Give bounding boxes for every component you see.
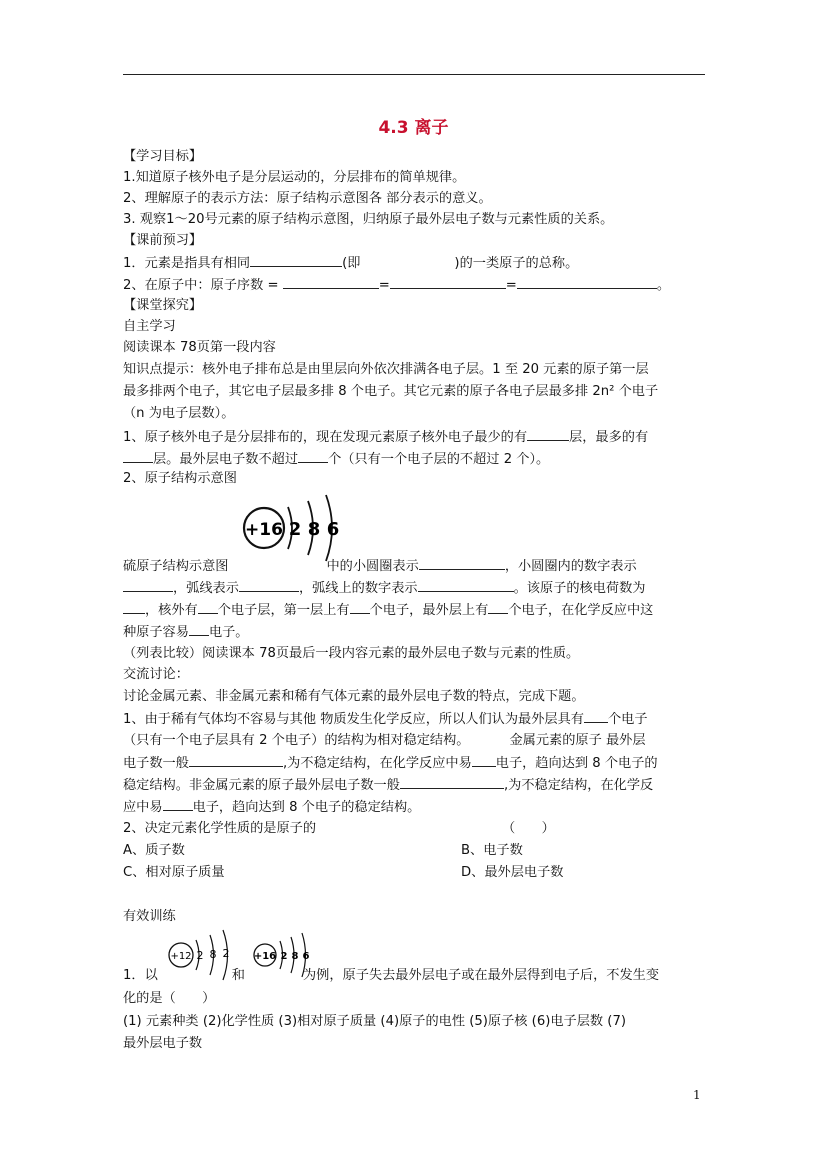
goal-item: 1.知道原子核外电子是分层运动的，分层排布的简单规律。 — [123, 170, 466, 185]
blank — [298, 448, 328, 463]
choice-question: 2、决定元素化学性质的是原子的 （ ） — [123, 821, 555, 836]
sulfur-question-line: 硫原子结构示意图 中的小圆圈表示 ，小圆圈内的数字表示 — [123, 555, 637, 577]
question-line: 2、原子结构示意图 — [123, 471, 237, 486]
blank — [517, 274, 657, 289]
blank — [400, 774, 504, 789]
blank — [163, 796, 193, 811]
tip-line: 最多排两个电子，其它电子层最多排 8 个电子。其它元素的原子各电子层最多排 2n² 个电子 — [123, 384, 659, 399]
shell-electrons: 2 — [196, 949, 204, 962]
preview-q2: 2、在原子中：原子序数 = = = 。 — [123, 274, 670, 296]
training-options: (1) 元素种类 (2)化学性质 (3)相对原子质量 (4)原子的电性 (5)原子核 (6)电子层数 (7) — [123, 1014, 626, 1029]
option-d: D、最外层电子数 — [461, 865, 564, 880]
blank — [189, 621, 209, 636]
sulfur-question-line: ，核外有 个电子层，第一层上有 个电子，最外层上有 个电子，在化学反应中这 — [123, 599, 653, 621]
subheading-training: 有效训练 — [123, 909, 176, 924]
discuss-line: 稳定结构。非金属元素的原子最外层电子数一般 ,为不稳定结构，在化学反 — [123, 774, 653, 796]
sulfur-question-line: 种原子容易 电子。 — [123, 621, 249, 643]
subheading-self-study: 自主学习 — [123, 319, 176, 334]
sulfur-question-line: ，弧线表示 ，弧线上的数字表示 。该原子的核电荷数为 — [123, 577, 646, 599]
header-rule — [123, 74, 705, 75]
training-question: 化的是（ ） — [123, 991, 216, 1006]
blank — [123, 448, 153, 463]
discuss-line: （只有一个电子层具有 2 个电子）的结构为相对稳定结构。 金属元素的原子 最外层 — [123, 733, 646, 748]
blank — [390, 274, 506, 289]
discuss-intro: 讨论金属元素、非金属元素和稀有气体元素的最外层电子数的特点，完成下题。 — [123, 689, 585, 704]
blank — [418, 577, 514, 592]
blank — [527, 426, 569, 441]
question-line: 1、原子核外电子是分层排布的，现在发现元素原子核外电子最少的有 层，最多的有 — [123, 426, 648, 448]
nucleus-charge: +16 — [253, 951, 277, 962]
compare-instruction: （列表比较）阅读课本 78页最后一段内容元素的最外层电子数与元素的性质。 — [123, 646, 580, 661]
tip-line: 知识点提示：核外电子排布总是由里层向外依次排满各电子层。1 至 20 元素的原子第一层 — [123, 362, 649, 377]
nucleus-charge: +12 — [170, 951, 192, 962]
preview-q1: 1．元素是指具有相同 (即 )的一类原子的总称。 — [123, 252, 578, 274]
shell-electrons: 6 — [326, 519, 340, 540]
goal-item: 2、理解原子的表示方法：原子结构示意图各 部分表示的意义。 — [123, 191, 492, 206]
blank — [239, 577, 299, 592]
nucleus-charge: +16 — [245, 520, 283, 540]
shell-electrons: 6 — [302, 951, 310, 962]
discuss-line: 电子数一般 ,为不稳定结构，在化学反应中易 电子，趋向达到 8 个电子的 — [123, 752, 658, 774]
subheading-discuss: 交流讨论： — [123, 667, 189, 682]
shell-electrons: 8 — [209, 948, 217, 961]
section-heading-preview: 【课前预习】 — [123, 233, 203, 248]
blank — [123, 577, 173, 592]
blank — [472, 752, 496, 767]
training-options: 最外层电子数 — [123, 1036, 203, 1051]
shell-electrons: 8 — [291, 951, 299, 962]
choice-row — [123, 862, 705, 883]
blank — [283, 274, 379, 289]
option-a: A、质子数 — [123, 843, 185, 858]
blank — [123, 599, 145, 614]
shell-electrons: 2 — [222, 947, 230, 960]
choice-row — [123, 840, 705, 861]
page-number: 1 — [693, 1088, 701, 1102]
blank — [584, 708, 608, 723]
tip-line: （n 为电子层数）。 — [123, 406, 235, 421]
discuss-line: 1、由于稀有气体均不容易与其他 物质发生化学反应，所以人们认为最外层具有 个电子 — [123, 708, 648, 730]
blank — [350, 599, 370, 614]
option-c: C、相对原子质量 — [123, 865, 225, 880]
blank — [250, 252, 342, 267]
goal-item: 3. 观察1～20号元素的原子结构示意图，归纳原子最外层电子数与元素性质的关系。 — [123, 212, 614, 227]
shell-electrons: 8 — [307, 519, 321, 540]
training-question: 1．以 和 为例，原子失去最外层电子或在最外层得到电子后，不发生变 — [123, 968, 660, 983]
question-line: 层。最外层电子数不超过 个（只有一个电子层的不超过 2 个）。 — [123, 448, 549, 470]
blank — [419, 555, 505, 570]
shell-electrons: 2 — [288, 519, 302, 540]
discuss-line: 应中易 电子，趋向达到 8 个电子的稳定结构。 — [123, 796, 420, 818]
blank — [488, 599, 508, 614]
shell-electrons: 2 — [280, 951, 288, 962]
blank — [189, 752, 283, 767]
section-heading-goals: 【学习目标】 — [123, 149, 203, 164]
blank — [198, 599, 218, 614]
page-title: 4.3 离子 — [378, 118, 449, 138]
reading-instruction: 阅读课本 78页第一段内容 — [123, 340, 276, 355]
option-b: B、电子数 — [461, 843, 523, 858]
section-heading-explore: 【课堂探究】 — [123, 298, 203, 313]
